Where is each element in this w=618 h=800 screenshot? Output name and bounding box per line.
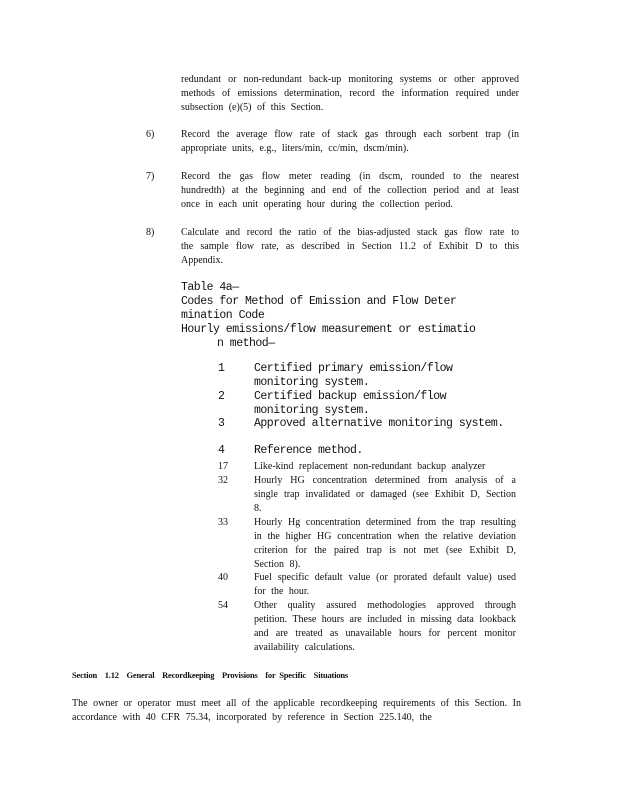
closing-paragraph: The owner or operator must meet all of the applicable recordkeeping requirements of this Section. In accordance with 40 CFR 75.34, incorporated by reference in Section 225.140, the: [72, 698, 521, 723]
table-title-line: Codes for Method of Emission and Flow Deter: [181, 295, 457, 308]
item-text: Record the gas flow meter reading (in dscm, rounded to the nearest hundredth) at the beginning and end of the collection period and at least once in each unit operating hour during the collection period.: [181, 171, 519, 210]
intro-paragraph: redundant or non-redundant back-up monitoring systems or other approved methods of emissions determination, record the information required under subsection (e)(5) of this Section.: [181, 74, 519, 113]
section-heading: Section 1.12 General Recordkeeping Provisions for Specific Situations: [72, 670, 349, 680]
code-description: Fuel specific default value (or prorated default value) used for the hour.: [254, 572, 516, 597]
code-number: 54: [218, 600, 228, 611]
item-text: Record the average flow rate of stack gas through each sorbent trap (in appropriate units, e.g., liters/min, cc/min, dscm/min).: [181, 129, 519, 154]
item-number: 8): [146, 227, 155, 238]
item-text: Calculate and record the ratio of the bias-adjusted stack gas flow rate to the sample flow rate, as described in Section 11.2 of Exhibit D to this Appendix.: [181, 227, 519, 266]
table-title-line: Table 4a—: [181, 281, 239, 294]
code-description: Reference method.: [254, 444, 363, 457]
code-number: 2: [218, 390, 225, 403]
table-title-line: Hourly emissions/flow measurement or estimatio: [181, 323, 476, 336]
code-number: 3: [218, 417, 225, 430]
code-number: 1: [218, 362, 225, 375]
code-description: Hourly HG concentration determined from analysis of a single trap invalidated or damaged (see Exhibit D, Section 8.: [254, 475, 516, 514]
code-description: Approved alternative monitoring system.: [254, 417, 504, 430]
item-number: 7): [146, 171, 155, 182]
code-number: 4: [218, 444, 225, 457]
code-description: Like-kind replacement non-redundant backup analyzer: [254, 461, 486, 472]
code-number: 33: [218, 517, 228, 528]
code-description: Certified backup emission/flow monitoring system.: [254, 390, 447, 417]
item-number: 6): [146, 129, 155, 140]
code-number: 17: [218, 461, 228, 472]
table-title-line: mination Code: [181, 309, 265, 322]
code-description: Other quality assured methodologies approved through petition. These hours are included in missing data lookback and are treated as unavailable hours for percent monitor availability calculations.: [254, 600, 516, 653]
code-number: 40: [218, 572, 228, 583]
code-description: Hourly Hg concentration determined from the trap resulting in the higher HG concentration when the relative deviation criterion for the paired trap is not met (see Exhibit D, Section 8).: [254, 517, 516, 570]
code-number: 32: [218, 475, 228, 486]
code-description: Certified primary emission/flow monitoring system.: [254, 362, 453, 389]
table-title-line: n method—: [217, 337, 275, 350]
